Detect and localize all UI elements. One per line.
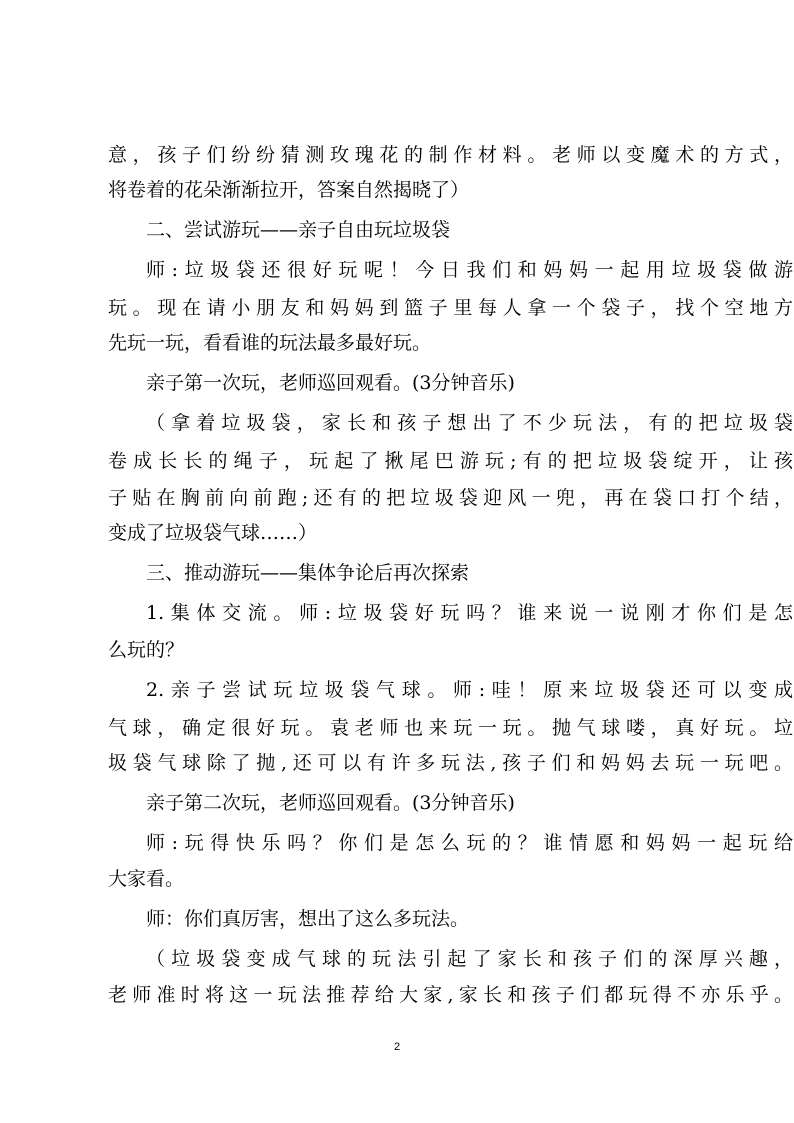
- paragraph-line: （拿着垃圾袋，家长和孩子想出了不少玩法，有的把垃圾袋: [146, 412, 793, 434]
- paragraph-line: 师:垃圾袋还很好玩呢！今日我们和妈妈一起用垃圾袋做游: [146, 259, 793, 281]
- paragraph-line: 意，孩子们纷纷猜测玫瑰花的制作材料。老师以变魔术的方式，: [108, 144, 793, 166]
- section-heading: 三、推动游玩——集体争论后再次探索: [146, 562, 470, 584]
- page-number: 2: [393, 1041, 401, 1053]
- paragraph-line: 子贴在胸前向前跑;还有的把垃圾袋迎风一兜，再在袋口打个结，: [108, 487, 793, 509]
- paragraph-line: 气球，确定很好玩。袁老师也来玩一玩。抛气球喽，真好玩。垃: [108, 717, 793, 739]
- paragraph-line: 1.集体交流。师:垃圾袋好玩吗？谁来说一说刚才你们是怎: [146, 602, 793, 624]
- paragraph-line: 2.亲子尝试玩垃圾袋气球。师:哇！原来垃圾袋还可以变成: [146, 679, 793, 701]
- paragraph-line: 将卷着的花朵渐渐拉开，答案自然揭晓了）: [108, 179, 470, 201]
- paragraph-line: 师：你们真厉害，想出了这么多玩法。: [146, 908, 470, 930]
- paragraph-line: 大家看。: [108, 868, 185, 890]
- paragraph-line: 先玩一玩，看看谁的玩法最多最好玩。: [108, 332, 432, 354]
- paragraph-line: 卷成长长的绳子，玩起了揪尾巴游玩;有的把垃圾袋绽开，让孩: [108, 450, 793, 472]
- paragraph-line: 变成了垃圾袋气球……）: [108, 522, 318, 544]
- paragraph-line: 师:玩得快乐吗？你们是怎么玩的？谁情愿和妈妈一起玩给: [146, 832, 793, 854]
- paragraph-line: 老师准时将这一玩法推荐给大家,家长和孩子们都玩得不亦乐乎。: [108, 984, 793, 1006]
- paragraph-line: 亲子第一次玩，老师巡回观看。(3分钟音乐): [146, 372, 515, 394]
- paragraph-line: （垃圾袋变成气球的玩法引起了家长和孩子们的深厚兴趣，: [146, 948, 793, 970]
- paragraph-line: 么玩的？: [108, 639, 185, 661]
- section-heading: 二、尝试游玩——亲子自由玩垃圾袋: [146, 219, 451, 241]
- paragraph-line: 亲子第二次玩，老师巡回观看。(3分钟音乐): [146, 792, 515, 814]
- paragraph-line: 玩。现在请小朋友和妈妈到篮子里每人拿一个袋子，找个空地方: [108, 297, 793, 319]
- paragraph-line: 圾袋气球除了抛,还可以有许多玩法,孩子们和妈妈去玩一玩吧。: [108, 752, 793, 774]
